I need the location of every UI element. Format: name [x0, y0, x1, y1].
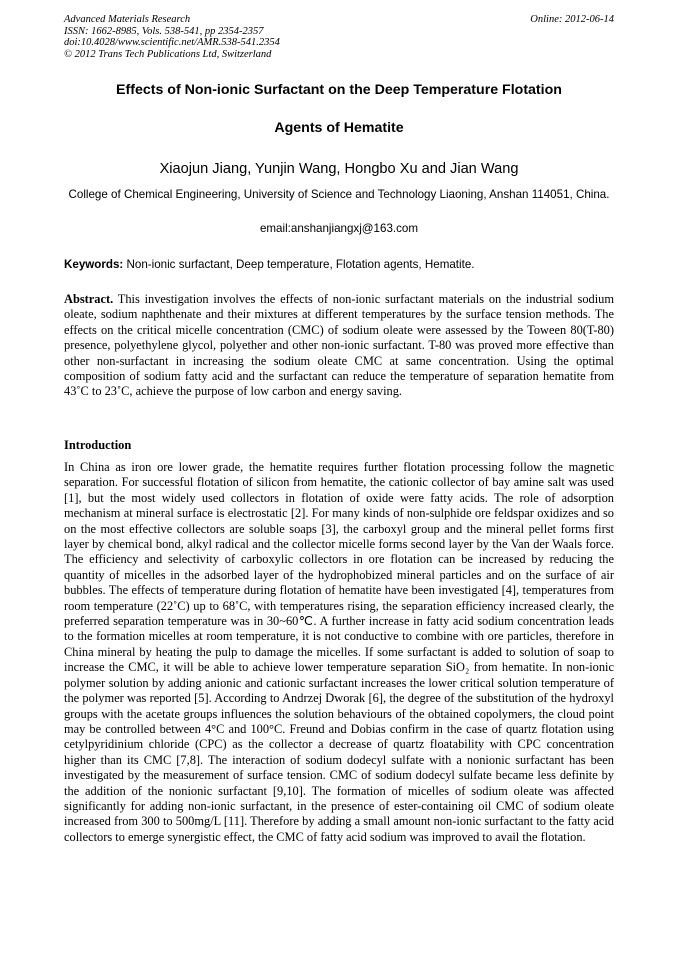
doi-link[interactable]: doi:10.4028/www.scientific.net/AMR.538-541.2354	[64, 37, 280, 49]
abstract-text: This investigation involves the effects of non-ionic surfactant materials on the industrial sodium oleate, sodium naphthenate and their mixtures at different temperatures by the surface tension methods. The effects on the critical micelle concentration (CMC) of sodium oleate were assessed by the Toween 80(T-80) presence, polyethylene glycol, polyether and other non-ionic surfactant. T-80 was proved more effective than other non-surfactant in increasing the sodium oleate CMC at same concentration. Using the optimal composition of sodium fatty acid and the surfactant can reduce the temperature of separation hematite from 43˚C to 23˚C, achieve the purpose of low carbon and energy saving.	[64, 292, 614, 399]
journal-name: Advanced Materials Research	[64, 14, 191, 25]
author-list: Xiaojun Jiang, Yunjin Wang, Hongbo Xu and Jian Wang	[159, 161, 519, 177]
paper-title-line-1: Effects of Non-ionic Surfactant on the Deep Temperature Flotation	[116, 82, 562, 98]
contact-email[interactable]: email:anshanjiangxj@163.com	[259, 222, 419, 235]
copyright-line: © 2012 Trans Tech Publications Ltd, Switzerland	[64, 48, 272, 60]
keywords-label: Keywords:	[64, 258, 124, 271]
introduction-text: In China as iron ore lower grade, the hematite requires further flotation processing follow the magnetic separation. For successful flotation of silicon from hematite, the cationic collector of bay amine salt was used [1], but the most widely used collectors in flotation of oxide were fatty acids. The role of adsorption mechanism at mineral surface is electrostatic [2]. For many kinds of non-sulphide ore feldspar oxidizes and so on the most effective collectors are soluble soaps [3], the carboxyl group and the mineral pellet forms first layer by chemical bond, alkyl radical and the collector micelle forms second layer by the Van der Waals force. The efficiency and selectivity of carboxylic collectors in ore flotation can be increased by reducing the quantity of micelles in the adsorbed layer of the hydrophobized mineral particles and on the surface of air bubbles. The effects of temperature during flotation of hematite have been investigated [4], temperatures from room temperature (22˚C) up to 68˚C, with temperatures rising, the separation efficiency increased clearly, the preferred separation temperature was in 30~60℃. A further increase in fatty acid sodium concentration leads to the formation micelles at room temperature, it is not conductive to combine with ore particles, therefore in China mineral by heating the pulp to damage the micelles. If some surfactant is added to solution of soap to increase the CMC, it will be able to achieve lower temperature separation SiO₂ from hematite. In non-ionic polymer solution by adding anionic and cationic surfactant increases the lower critical solution temperature of the polymer was reported [5]. According to Andrzej Dworak [6], the degree of the substitution of the hydroxyl groups with the acetate groups influences the solution behaviours of the obtained copolymers, the cloud point may be controlled between 4°C and 100°C. Freund and Dobias confirm in the case of quartz flotation using cetylpyridinium chloride (CPC) as the collector a decrease of quartz floatability with CPC concentration higher than its CMC [7,8]. The interaction of sodium dodecyl sulfate with a nonionic surfactant has been investigated by the measurement of surface tension. CMC of sodium dodecyl sulfate became less definite by the addition of the nonionic surfactant [9,10]. The formation of micelles of sodium oleate was affected significantly for adding non-ionic surfactant, in the presence of ester-containing oil CMC of sodium oleate increased from 300 to 500mg/L [11]. Therefore by adding a small amount non-ionic surfactant to the fatty acid collectors to emerge synergistic effect, the CMC of fatty acid sodium was improved to avail the flotation.	[64, 460, 614, 844]
affiliation: College of Chemical Engineering, University of Science and Technology Liaoning, Anshan 114051, China.	[68, 188, 610, 201]
keywords-block	[64, 258, 614, 271]
paper-title-line-2: Agents of Hematite	[274, 120, 404, 136]
introduction-heading: Introduction	[64, 438, 132, 452]
abstract-block	[64, 292, 614, 400]
abstract-label: Abstract.	[64, 292, 114, 306]
issn-line: ISSN: 1662-8985, Vols. 538-541, pp 2354-2357	[64, 25, 264, 37]
journal-header	[64, 14, 280, 60]
keywords-text: Non-ionic surfactant, Deep temperature, Flotation agents, Hematite.	[123, 258, 475, 271]
online-date: Online: 2012-06-14	[530, 14, 614, 25]
